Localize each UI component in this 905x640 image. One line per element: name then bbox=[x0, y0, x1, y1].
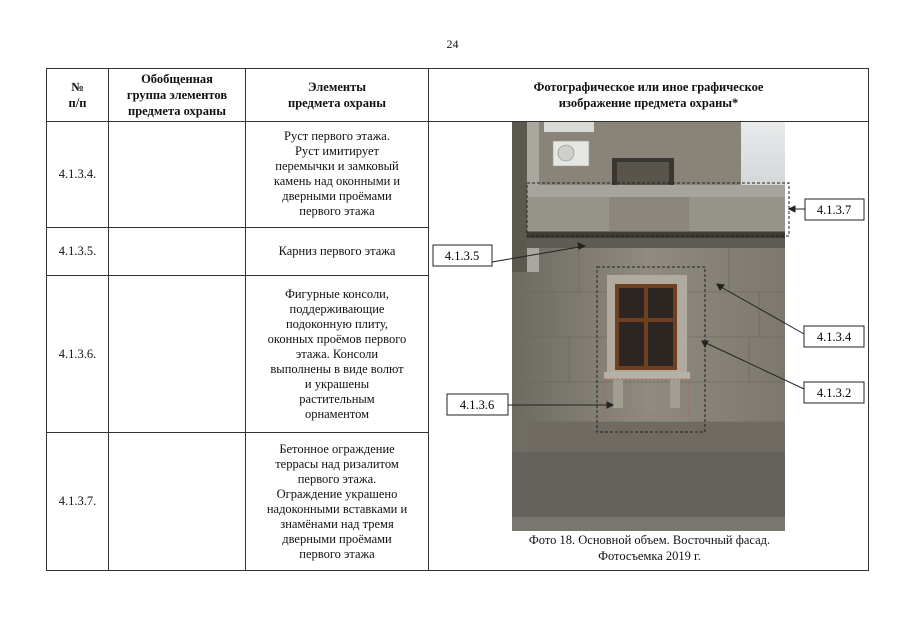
header-number: № п/п bbox=[47, 69, 109, 122]
row-number: 4.1.3.6. bbox=[47, 276, 109, 433]
callout-4137-label: 4.1.3.7 bbox=[816, 203, 852, 217]
header-image: Фотографическое или иное графическое изображение предмета охраны* bbox=[429, 69, 869, 122]
row-number: 4.1.3.4. bbox=[47, 122, 109, 228]
callout-4136-label: 4.1.3.6 bbox=[459, 398, 495, 412]
photo-caption-line1: Фото 18. Основной объем. Восточный фасад. bbox=[528, 533, 771, 547]
row-element: Руст первого этажа. Руст имитирует перемычки и замковый камень над оконными и дверными проёмами первого этажа bbox=[246, 122, 429, 228]
callout-4132-label: 4.1.3.2 bbox=[816, 386, 852, 400]
callout-4134-label: 4.1.3.4 bbox=[816, 330, 852, 344]
header-elements: Элементы предмета охраны bbox=[246, 69, 429, 122]
facade-photo bbox=[429, 122, 869, 570]
row-group bbox=[109, 276, 246, 433]
photo-cell bbox=[429, 122, 869, 571]
row-group bbox=[109, 227, 246, 275]
row-group bbox=[109, 433, 246, 571]
row-element: Фигурные консоли, поддерживающие подоконную плиту, оконных проёмов первого этажа. Консоли выполнены в виде волют и украшены растительным орнаментом bbox=[246, 276, 429, 433]
row-number: 4.1.3.5. bbox=[47, 227, 109, 275]
protection-subject-table bbox=[46, 68, 869, 571]
photo-caption-line2: Фотосъемка 2019 г. bbox=[598, 549, 701, 563]
table-row bbox=[47, 122, 869, 228]
callout-4135-label: 4.1.3.5 bbox=[444, 249, 480, 263]
row-element: Бетонное ограждение террасы над ризалитом первого этажа. Ограждение украшено надоконными вставками и знамёнами над тремя дверными проёмами первого этажа bbox=[246, 433, 429, 571]
header-group: Обобщенная группа элементов предмета охраны bbox=[109, 69, 246, 122]
row-number: 4.1.3.7. bbox=[47, 433, 109, 571]
row-element: Карниз первого этажа bbox=[246, 227, 429, 275]
row-group bbox=[109, 122, 246, 228]
table-header-row bbox=[47, 69, 869, 122]
page-number: 24 bbox=[446, 37, 459, 51]
